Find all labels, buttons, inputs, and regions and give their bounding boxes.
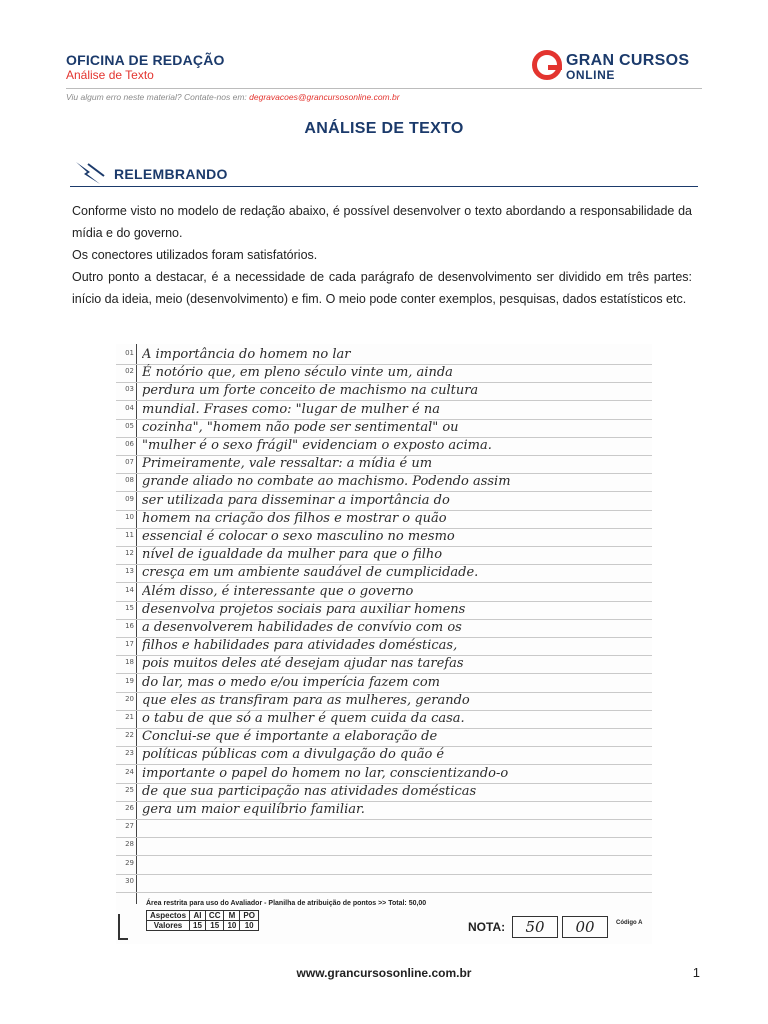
page-title: ANÁLISE DE TEXTO xyxy=(304,120,464,137)
line-number: 29 xyxy=(125,858,134,867)
header-subtitle: Análise de Texto xyxy=(66,68,154,82)
nota-decimal-box: 00 xyxy=(562,916,608,938)
line-number: 01 xyxy=(125,349,134,357)
line-number: 21 xyxy=(125,713,134,721)
section-divider xyxy=(70,186,698,187)
page-header xyxy=(66,46,702,86)
brand-logo[interactable] xyxy=(532,50,702,84)
essay-line xyxy=(116,492,652,511)
line-number: 24 xyxy=(125,767,134,776)
handwritten-text: importante o papel do homem no lar, conscientizando-o xyxy=(142,765,509,781)
table-cell: Valores xyxy=(147,921,190,931)
essay-line xyxy=(116,856,652,875)
line-number: 04 xyxy=(125,403,134,412)
line-number: 14 xyxy=(125,585,134,594)
essay-line xyxy=(116,619,652,638)
handwritten-text: "mulher é o sexo frágil" evidenciam o exposto acima. xyxy=(142,438,492,453)
essay-line xyxy=(116,346,652,365)
essay-line xyxy=(116,564,652,583)
table-cell: 15 xyxy=(190,921,206,931)
handwritten-text: grande aliado no combate ao machismo. Podendo assim xyxy=(142,474,511,490)
handwritten-text: gera um maior equilíbrio familiar. xyxy=(142,802,365,817)
line-number: 02 xyxy=(125,367,134,376)
table-row xyxy=(147,911,259,921)
handwritten-text: perdura um forte conceito de machismo na cultura xyxy=(142,383,479,399)
table-cell: Aspectos xyxy=(147,911,190,921)
nota-integer-box: 50 xyxy=(512,916,558,938)
table-cell: AI xyxy=(190,911,206,921)
logo-text-line1: GRAN CURSOS xyxy=(566,52,690,69)
essay-line xyxy=(116,455,652,474)
essay-line xyxy=(116,546,652,565)
handwritten-text: É notório que, em pleno século vinte um, ainda xyxy=(142,365,453,381)
handwritten-text: Primeiramente, vale ressaltar: a mídia é um xyxy=(142,456,433,472)
lightning-icon xyxy=(74,160,110,186)
line-number: 03 xyxy=(125,385,134,394)
line-number: 22 xyxy=(125,731,134,740)
essay-line xyxy=(116,510,652,529)
line-number: 08 xyxy=(125,476,134,485)
handwritten-text: desenvolva projetos sociais para auxiliar homens xyxy=(142,601,466,617)
essay-line xyxy=(116,528,652,547)
essay-line xyxy=(116,583,652,602)
essay-line xyxy=(116,837,652,856)
essay-line xyxy=(116,746,652,765)
essay-line xyxy=(116,419,652,438)
line-number: 10 xyxy=(125,512,134,521)
essay-line xyxy=(116,692,652,711)
body-paragraph: Outro ponto a destacar, é a necessidade de cada parágrafo de desenvolvimento ser dividido em três partes: início da ideia, meio (desenvolvimento) e fim. O meio pode conter exemplos, pesquisas, dados estatísticos etc. xyxy=(72,270,692,306)
essay-line xyxy=(116,783,652,802)
handwritten-text: do lar, mas o medo e/ou imperícia fazem com xyxy=(142,674,440,690)
handwritten-text: cozinha", "homem não pode ser sentimental" ou xyxy=(142,419,459,435)
line-number: 30 xyxy=(125,876,134,885)
handwritten-text: Conclui-se que é importante a elaboração de xyxy=(142,729,438,745)
handwritten-text: homem na criação dos filhos e mostrar o quão xyxy=(142,510,447,526)
corner-bracket xyxy=(118,914,128,940)
handwritten-text: que eles as transfiram para as mulheres, gerando xyxy=(142,692,470,708)
essay-line xyxy=(116,674,652,693)
essay-line xyxy=(116,765,652,784)
page-number: 1 xyxy=(692,965,700,980)
essay-line xyxy=(116,819,652,838)
table-cell: 10 xyxy=(240,921,259,931)
line-number: 19 xyxy=(125,676,134,685)
line-number: 20 xyxy=(125,694,134,703)
handwritten-text: de que sua participação nas atividades domésticas xyxy=(142,783,477,799)
essay-line xyxy=(116,601,652,620)
handwritten-text: ser utilizada para disseminar a importância do xyxy=(142,492,450,508)
line-number: 16 xyxy=(125,622,134,630)
essay-line xyxy=(116,801,652,820)
table-row xyxy=(147,921,259,931)
essay-line xyxy=(116,437,652,456)
handwritten-text: o tabu de que só a mulher é quem cuida da casa. xyxy=(142,711,465,726)
line-number: 11 xyxy=(125,531,134,539)
contact-prefix: Viu algum erro neste material? Contate-nos em: xyxy=(66,92,247,102)
essay-line xyxy=(116,401,652,420)
essay-line xyxy=(116,473,652,492)
line-number: 05 xyxy=(125,421,134,430)
essay-line xyxy=(116,382,652,401)
essay-line xyxy=(116,364,652,383)
logo-g-icon xyxy=(532,50,562,80)
line-number: 28 xyxy=(125,840,134,849)
section-heading xyxy=(70,160,698,188)
essay-line xyxy=(116,728,652,747)
handwritten-text: Além disso, é interessante que o governo xyxy=(142,583,414,599)
essay-line xyxy=(116,874,652,893)
header-divider xyxy=(66,88,702,89)
line-number: 23 xyxy=(125,749,134,758)
handwritten-text: pois muitos deles até desejam ajudar nas tarefas xyxy=(142,656,464,672)
body-text xyxy=(72,200,692,310)
essay-line xyxy=(116,655,652,674)
body-paragraph: Os conectores utilizados foram satisfatórios. xyxy=(72,248,318,262)
table-cell: PO xyxy=(240,911,259,921)
line-number: 12 xyxy=(125,549,134,558)
line-number: 13 xyxy=(125,567,134,576)
handwritten-text: mundial. Frases como: "lugar de mulher é na xyxy=(142,401,440,417)
essay-line xyxy=(116,710,652,729)
handwritten-text: políticas públicas com a divulgação do quão é xyxy=(142,747,445,763)
essay-line xyxy=(116,637,652,656)
footer-url-link[interactable]: www.grancursosonline.com.br xyxy=(296,966,472,980)
line-number: 07 xyxy=(125,458,134,467)
line-number: 17 xyxy=(125,640,134,649)
handwritten-text: a desenvolverem habilidades de convívio com os xyxy=(142,620,462,635)
handwritten-text: essencial é colocar o sexo masculino no mesmo xyxy=(142,529,455,544)
logo-text-line2: ONLINE xyxy=(566,68,615,82)
handwritten-text: nível de igualdade da mulher para que o filho xyxy=(142,547,443,563)
body-paragraph: Conforme visto no modelo de redação abaixo, é possível desenvolver o texto abordando a responsabilidade da mídia e do governo. xyxy=(72,204,692,240)
handwritten-essay-sheet xyxy=(116,344,652,944)
line-number: 26 xyxy=(125,804,134,812)
line-number: 06 xyxy=(125,440,134,448)
section-label: RELEMBRANDO xyxy=(114,166,228,182)
nota-label: NOTA: xyxy=(468,920,506,934)
grading-caption: Área restrita para uso do Avaliador - Planilha de atribuição de pontos >> Total: 50,00 xyxy=(146,900,427,907)
table-cell: 15 xyxy=(205,921,224,931)
table-cell: CC xyxy=(205,911,224,921)
handwritten-text: A importância do homem no lar xyxy=(142,347,351,362)
table-cell: M xyxy=(224,911,240,921)
codigo-label: Código A xyxy=(616,920,643,926)
grading-table xyxy=(146,910,259,931)
grading-area xyxy=(116,900,652,944)
line-number: 25 xyxy=(125,785,134,794)
line-number: 09 xyxy=(125,494,134,503)
table-cell: 10 xyxy=(224,921,240,931)
handwritten-text: cresça em um ambiente saudável de cumplicidade. xyxy=(142,565,479,581)
line-number: 27 xyxy=(125,822,134,831)
contact-email-link[interactable]: degravacoes@grancursosonline.com.br xyxy=(249,92,400,102)
line-number: 15 xyxy=(125,603,134,612)
line-number: 18 xyxy=(125,658,134,667)
handwritten-text: filhos e habilidades para atividades domésticas, xyxy=(142,638,458,654)
contact-line xyxy=(66,92,400,102)
header-title: OFICINA DE REDAÇÃO xyxy=(66,52,225,68)
